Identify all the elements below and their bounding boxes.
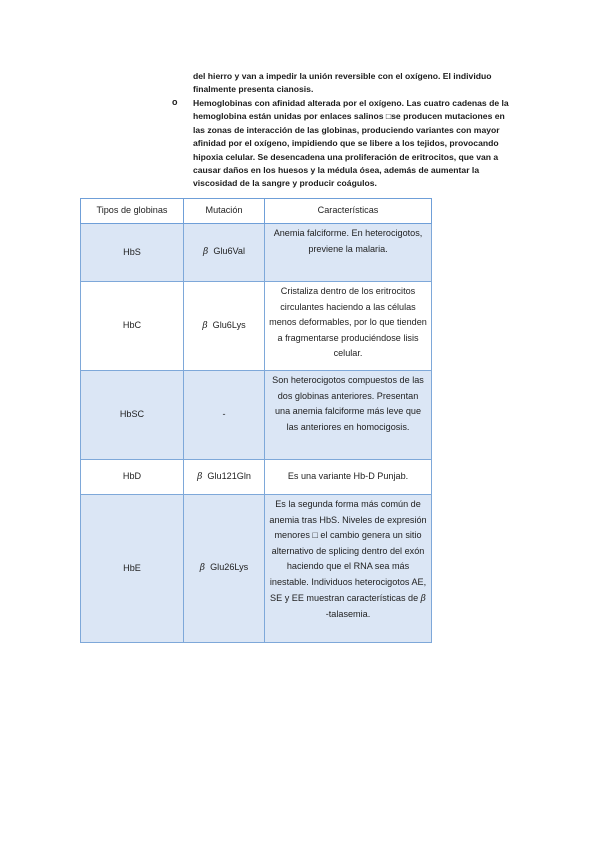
globin-type-cell: HbC: [81, 282, 184, 371]
beta-symbol: β: [197, 471, 203, 482]
globin-type-cell: HbE: [81, 495, 184, 643]
intro-line: del hierro y van a impedir la unión reversible con el oxígeno. El individuo: [193, 71, 492, 81]
bullet-line: Hemoglobinas con afinidad alterada por el oxígeno. Las cuatro cadenas de la: [193, 98, 509, 108]
characteristics-cell: Son heterocigotos compuestos de las dos globinas anteriores. Presentan una anemia falciforme más leve que las anteriores en homocigosis.: [265, 371, 432, 460]
table-header-row: [81, 199, 432, 224]
characteristics-cell: Es una variante Hb-D Punjab.: [265, 460, 432, 495]
header-mutation: Mutación: [184, 199, 265, 224]
characteristics-text: Es la segunda forma más común de anemia tras HbS. Niveles de expresión menores □ el cambio genera un sitio alternativo de splicing dentro del exón haciendo que el RNA sea más inestable. Individuos heterocigotos AE, SE y EE muestran características de: [269, 499, 427, 603]
intro-paragraph: [193, 70, 515, 97]
mutation-text: Glu6Val: [213, 246, 245, 257]
characteristics-cell: [265, 495, 432, 643]
bullet-line: hipoxia celular. Se desencadena una proliferación de eritrocitos, que van a: [193, 151, 499, 162]
globin-table: [80, 198, 432, 643]
mutation-cell: [184, 224, 265, 282]
beta-symbol: β: [202, 247, 209, 258]
table-row: [81, 495, 432, 643]
bullet-line: hemoglobina están unidas por enlaces salinos □se producen mutaciones en: [193, 111, 505, 122]
bullet-line: las zonas de interacción de las globinas, produciendo variantes con mayor: [193, 124, 500, 135]
mutation-cell: [184, 282, 265, 371]
bullet-line: causar daños en los huesos y la médula ósea, además de aumentar la: [193, 165, 480, 176]
globin-type-cell: HbS: [81, 224, 184, 282]
mutation-text: Glu121Gln: [207, 470, 251, 481]
bullet-paragraph: [193, 97, 515, 191]
characteristics-tail: -talasemia.: [325, 609, 371, 620]
mutation-cell: [184, 495, 265, 643]
beta-symbol: β: [202, 320, 208, 331]
mutation-text: Glu6Lys: [212, 319, 246, 330]
table-row: [81, 282, 432, 371]
characteristics-cell: Anemia falciforme. En heterocigotos, previene la malaria.: [265, 224, 432, 282]
beta-symbol: β: [420, 593, 426, 604]
globin-type-cell: HbSC: [81, 371, 184, 460]
header-globin-type: Tipos de globinas: [81, 199, 184, 224]
mutation-text: Glu26Lys: [210, 562, 249, 573]
globin-type-cell: HbD: [81, 460, 184, 495]
beta-symbol: β: [199, 563, 206, 574]
bullet-line: viscosidad de la sangre y producir coágulos.: [193, 178, 377, 189]
mutation-cell: -: [184, 371, 265, 460]
bullet-line: afinidad por el oxígeno, impidiendo que se libere a los tejidos, provocando: [193, 138, 499, 149]
header-characteristics: Características: [265, 199, 432, 224]
mutation-cell: [184, 460, 265, 495]
table-row: [81, 460, 432, 495]
intro-line: finalmente presenta cianosis.: [193, 84, 314, 95]
table-row: [81, 371, 432, 460]
characteristics-cell: Cristaliza dentro de los eritrocitos circulantes haciendo a las células menos deformables, por lo que tienden a fragmentarse produciéndose lisis celular.: [265, 282, 432, 371]
table-row: [81, 224, 432, 282]
bullet-marker: o: [172, 97, 178, 107]
